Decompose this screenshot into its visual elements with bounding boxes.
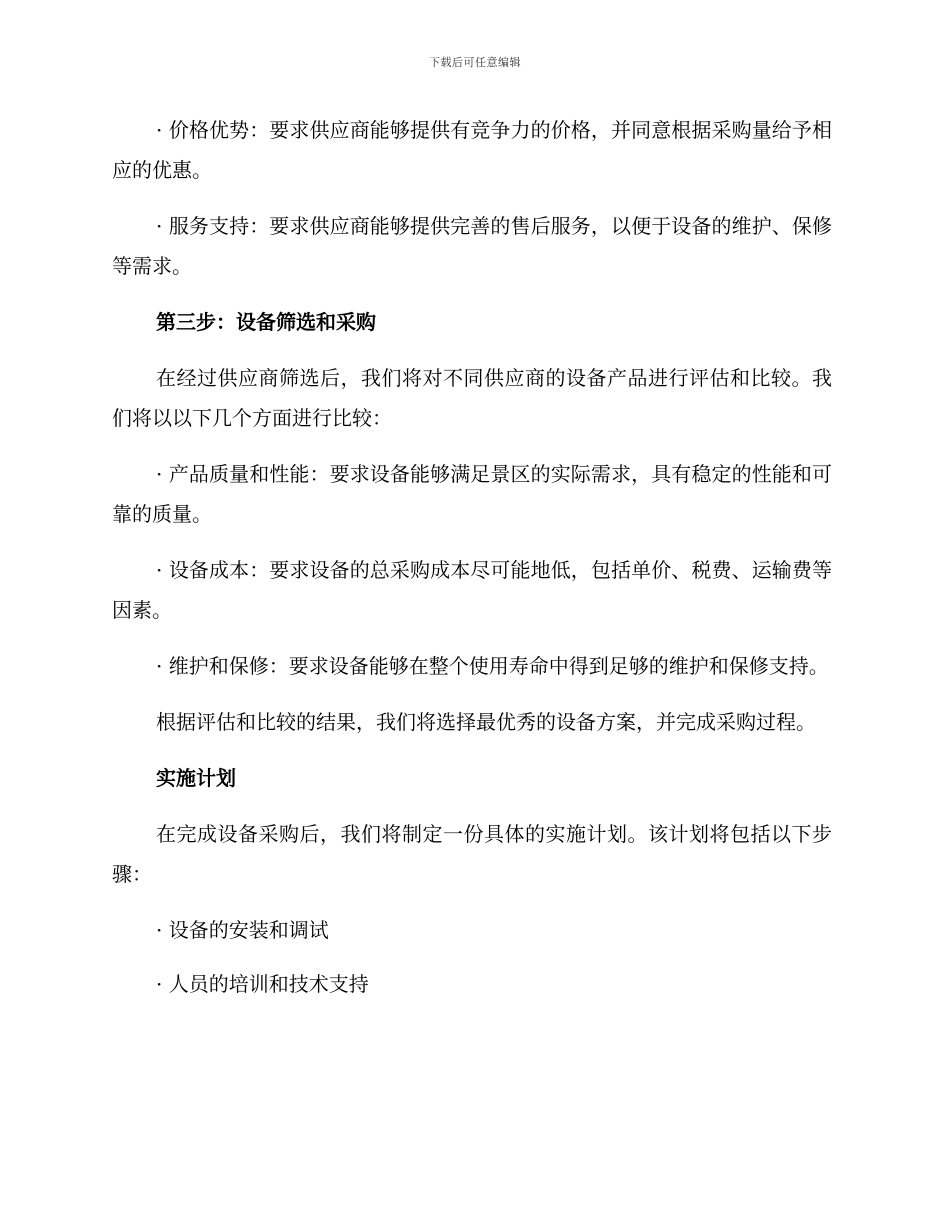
bullet-quality-performance: · 产品质量和性能：要求设备能够满足景区的实际需求，具有稳定的性能和可靠的质量。 [112, 462, 832, 526]
body-paragraph-evaluation: 在经过供应商筛选后，我们将对不同供应商的设备产品进行评估和比较。我们将以以下几个方面进行比较： [112, 366, 832, 430]
bullet-price-advantage: · 价格优势：要求供应商能够提供有竞争力的价格，并同意根据采购量给予相应的优惠。 [112, 118, 832, 182]
document-body [112, 110, 832, 1018]
bullet-installation: · 设备的安装和调试 [156, 918, 329, 942]
body-paragraph-selection: 根据评估和比较的结果，我们将选择最优秀的设备方案，并完成采购过程。 [156, 710, 816, 734]
bullet-training: · 人员的培训和技术支持 [156, 972, 369, 996]
bullet-maintenance-warranty: · 维护和保修：要求设备能够在整个使用寿命中得到足够的维护和保修支持。 [156, 654, 829, 678]
page-header: 下载后可任意编辑 [429, 56, 521, 69]
section-heading-step-three: 第三步：设备筛选和采购 [156, 310, 376, 334]
bullet-service-support: · 服务支持：要求供应商能够提供完善的售后服务，以便于设备的维护、保修等需求。 [112, 214, 832, 278]
bullet-equipment-cost: · 设备成本：要求设备的总采购成本尽可能地低，包括单价、税费、运输费等因素。 [112, 558, 832, 622]
body-paragraph-plan: 在完成设备采购后，我们将制定一份具体的实施计划。该计划将包括以下步骤： [112, 822, 832, 886]
section-heading-implementation-plan: 实施计划 [156, 766, 236, 790]
